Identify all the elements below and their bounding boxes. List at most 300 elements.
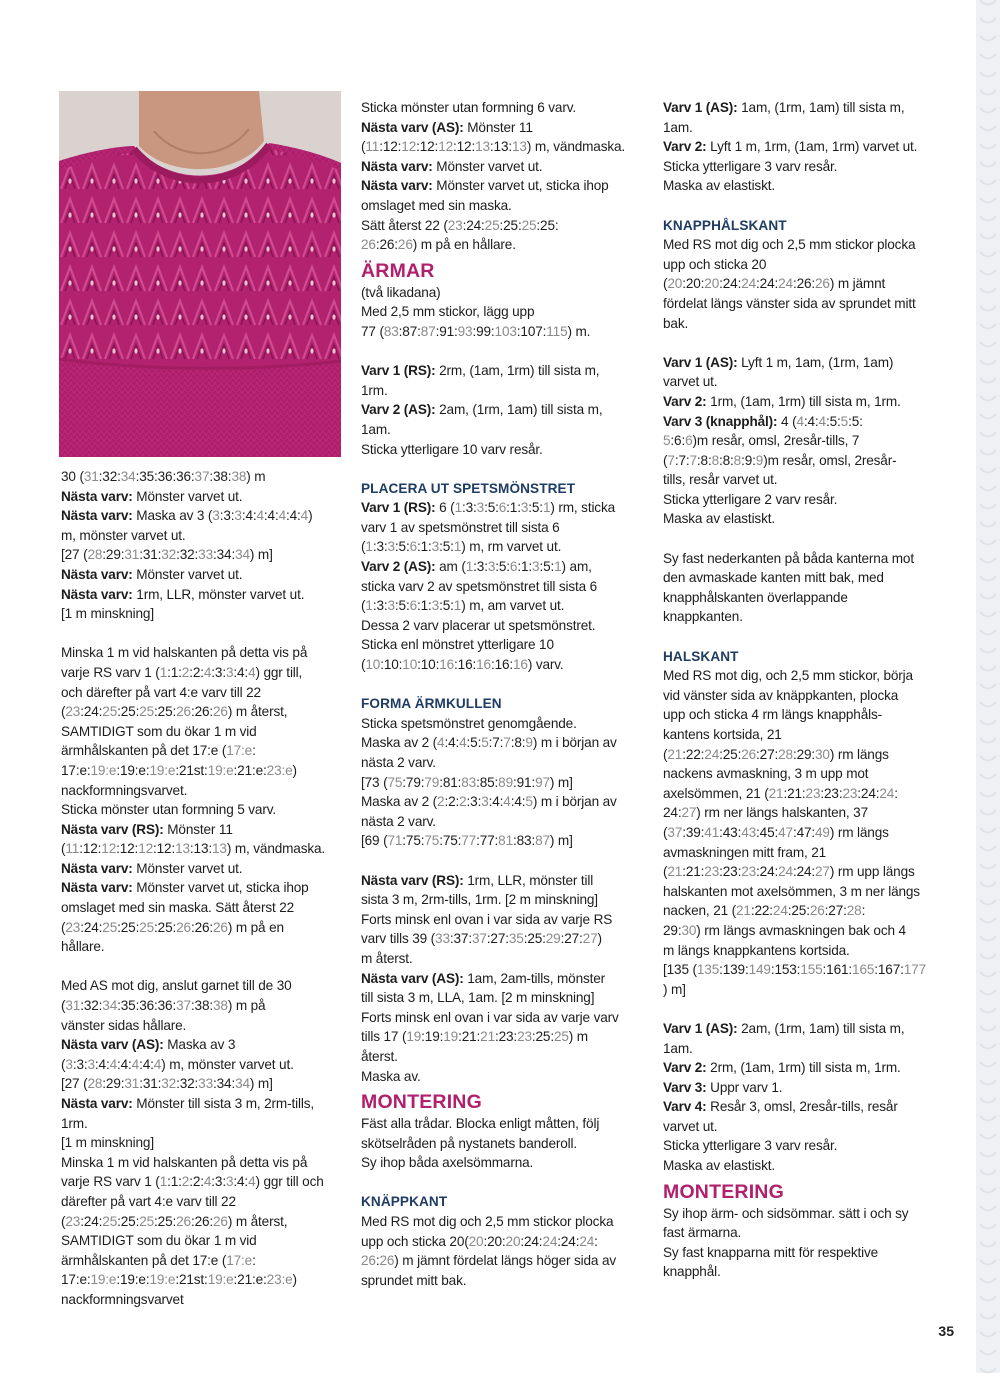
text-line	[61, 467, 343, 487]
braid-stitch	[980, 1350, 996, 1355]
text-line	[361, 1114, 647, 1134]
sweater-photo	[59, 91, 341, 457]
text-line	[361, 910, 647, 930]
size-value: 13	[212, 841, 227, 857]
text-segment: varv 1 av spetsmönstret till sista 6	[361, 519, 560, 535]
text-segment: :23:	[820, 785, 843, 801]
text-line	[61, 1212, 343, 1232]
text-segment: :1:	[417, 539, 432, 555]
size-value: 19:e	[207, 1272, 234, 1288]
text-segment: (	[61, 704, 66, 720]
size-value: 4	[248, 1174, 256, 1190]
text-segment: 77 (	[361, 323, 384, 339]
braid-stitch	[980, 972, 996, 977]
text-segment: Forts minsk enl ovan i var sida av varje varv	[361, 1009, 619, 1025]
text-segment: :23:	[494, 1029, 518, 1045]
size-value: 7	[689, 452, 697, 468]
size-value: 23	[65, 919, 81, 935]
text-segment: Mönster varvet ut.	[132, 488, 243, 504]
text-segment: 1am.	[663, 119, 693, 135]
text-line	[361, 871, 647, 891]
text-segment: :1:	[417, 598, 432, 614]
size-value: 29	[545, 931, 561, 947]
text-segment: hållare.	[61, 939, 105, 955]
size-value: 27	[815, 864, 830, 880]
paragraph-gap	[663, 999, 949, 1019]
text-segment: ) ggr till och	[255, 1174, 324, 1190]
size-value: 3	[532, 559, 540, 575]
size-value: 3	[387, 539, 395, 555]
text-segment: [1 m minskning]	[61, 1135, 154, 1151]
text-segment: :99:	[472, 323, 495, 339]
text-segment: :5:	[439, 598, 454, 614]
text-segment: :24:	[520, 1233, 543, 1249]
text-segment: :24:	[80, 1213, 103, 1229]
size-value: 25	[553, 1029, 569, 1045]
text-segment: ) m	[568, 1029, 588, 1045]
text-segment: Uppr varv 1.	[706, 1079, 783, 1095]
text-segment: :21st:	[175, 762, 208, 778]
text-line	[361, 714, 647, 734]
text-segment: Minska 1 m vid halskanten på detta vis på	[61, 645, 308, 661]
braid-stitch	[980, 252, 996, 257]
text-line	[361, 949, 647, 969]
text-segment: :3:	[372, 598, 388, 614]
size-value: 19:e	[90, 1272, 117, 1288]
text-segment: Forts minsk enl ovan i var sida av varje RS	[361, 911, 613, 927]
text-line	[61, 683, 343, 703]
text-segment: ) rm längs avmaskningen bak och 4	[696, 922, 906, 938]
size-value: 26	[213, 919, 228, 935]
text-segment: sprundet mitt bak.	[361, 1272, 467, 1288]
size-value: 4	[300, 508, 309, 524]
braid-stitch	[980, 846, 996, 851]
text-segment: knapphål.	[663, 1264, 721, 1280]
text-line	[61, 878, 343, 898]
text-line	[361, 235, 647, 255]
text-segment: halskanten mot axelsömmen, 3 m ner längs	[663, 883, 920, 899]
size-value: 32	[161, 547, 177, 563]
size-value: 26	[815, 276, 830, 292]
text-segment: :34:	[213, 1076, 236, 1092]
text-line	[61, 643, 343, 663]
text-segment: :5:	[439, 539, 454, 555]
text-segment: Med RS mot dig och 2,5 mm stickor plocka	[361, 1214, 614, 1230]
text-line	[663, 1097, 949, 1117]
text-segment: SAMTIDIGT som du ökar 1 m vid	[61, 1233, 257, 1249]
text-segment: :26:	[190, 919, 214, 935]
text-segment: varvet ut.	[663, 374, 718, 390]
braid-stitch	[980, 396, 996, 401]
text-segment: :35:36:36:	[135, 469, 195, 484]
text-segment: :1:	[517, 559, 533, 575]
text-line	[361, 283, 647, 303]
text-line	[361, 635, 647, 655]
size-value: 34	[120, 469, 136, 484]
text-segment: Sticka spetsmönstret genomgående.	[361, 715, 577, 731]
text-segment: :5:	[394, 539, 410, 555]
size-value: 25	[102, 704, 118, 720]
size-value: 4	[796, 413, 804, 429]
text-segment: [135 (	[663, 962, 697, 978]
text-line	[361, 137, 647, 157]
text-line	[361, 616, 647, 636]
braid-stitch	[980, 216, 996, 221]
text-segment: :13:	[189, 841, 212, 857]
size-value: 31	[124, 1076, 140, 1092]
text-segment: Sy ihop båda axelsömmarna.	[361, 1155, 534, 1171]
text-segment: ) m i början av	[532, 735, 617, 751]
size-value: 17:e	[226, 1252, 253, 1268]
text-line	[663, 118, 949, 138]
size-value: 26	[809, 903, 825, 919]
text-line	[663, 607, 949, 627]
size-value: 28	[87, 547, 103, 563]
text-segment: :	[861, 903, 866, 919]
text-line	[61, 800, 343, 820]
text-segment: ) varv.	[527, 657, 564, 673]
text-line	[663, 764, 949, 784]
text-segment: :8:	[719, 452, 734, 468]
text-line	[61, 1290, 343, 1310]
braid-stitch	[980, 1098, 996, 1103]
braid-stitch	[980, 1152, 996, 1157]
text-segment: (	[61, 841, 66, 857]
text-segment: (	[663, 452, 668, 468]
braid-stitch	[980, 126, 996, 131]
text-segment: Fäst alla trådar. Blocka enligt måtten, följ	[361, 1116, 600, 1132]
text-segment: :1:	[506, 500, 521, 516]
text-line	[61, 1133, 343, 1153]
text-segment: SAMTIDIGT som du ökar 1 m vid	[61, 723, 257, 739]
text-line	[663, 588, 949, 608]
text-line	[61, 526, 343, 546]
size-value: 1	[465, 559, 474, 575]
text-line	[361, 176, 647, 196]
braid-stitch	[980, 324, 996, 329]
text-line	[61, 604, 343, 624]
text-segment: :26:	[190, 704, 214, 720]
text-line	[61, 1172, 343, 1192]
text-segment: ) rm ner längs halskanten, 37	[696, 805, 868, 821]
text-segment: :5:	[825, 413, 841, 429]
text-segment: :12:	[116, 841, 139, 857]
text-segment: upp och sticka 4 rm längs knapphåls-	[663, 707, 883, 723]
text-segment: :161:	[822, 962, 853, 978]
text-line	[361, 655, 647, 675]
text-segment: )	[308, 508, 313, 524]
subsection-heading: FORMA ÄRMKULLEN	[361, 696, 502, 712]
size-value: 16	[513, 657, 528, 673]
size-value: 24	[772, 903, 788, 919]
text-line	[361, 753, 647, 773]
text-segment: :25:	[117, 1213, 140, 1229]
text-segment: Lyft 1 m, 1am, (1rm, 1am)	[737, 354, 894, 370]
text-segment: :5:	[528, 500, 543, 516]
text-segment: :21:e:	[233, 762, 267, 778]
text-line	[361, 440, 647, 460]
size-value: 33	[435, 931, 450, 947]
bold-label: Varv 2:	[663, 393, 707, 409]
bold-label: Varv 1 (AS):	[663, 354, 738, 370]
size-value: 24	[778, 864, 793, 880]
text-line	[361, 988, 647, 1008]
text-segment: :2:	[189, 1174, 204, 1190]
text-line	[361, 400, 647, 420]
bold-label: Nästa varv:	[61, 880, 133, 896]
text-segment: ) m]	[549, 774, 573, 790]
text-line	[663, 235, 949, 255]
text-segment: :24:	[719, 276, 742, 292]
subsection-heading: KNAPPHÅLSKANT	[663, 217, 787, 233]
text-line	[361, 1134, 647, 1154]
size-value: 23	[704, 864, 720, 880]
text-segment: m längs knappkantens kortsida.	[663, 942, 850, 958]
text-line	[663, 431, 949, 451]
text-line	[663, 1262, 949, 1282]
text-segment: bak.	[663, 315, 689, 331]
text-segment: 17:e:	[61, 762, 91, 778]
text-segment: :35:36:36:	[117, 998, 177, 1014]
text-line	[61, 937, 343, 957]
size-value: 3	[225, 1174, 234, 1190]
size-value: 24	[579, 1233, 595, 1249]
text-segment: fördelat längs vänster sida av sprundet mitt	[663, 295, 916, 311]
text-segment: :22:	[750, 903, 773, 919]
braid-stitch	[980, 1260, 996, 1265]
text-line	[361, 1232, 647, 1252]
braid-stitch	[980, 918, 996, 923]
subsection-heading: PLACERA UT SPETSMÖNSTRET	[361, 480, 576, 496]
braid-stitch	[980, 540, 996, 545]
braid-stitch	[980, 108, 996, 113]
text-line	[61, 918, 343, 938]
bold-label: Varv 4:	[663, 1099, 707, 1115]
size-value: 5	[663, 433, 671, 449]
text-segment: :27:	[756, 746, 779, 762]
text-segment: :19:	[421, 1029, 444, 1045]
text-segment: ) m, rm varvet ut.	[461, 539, 562, 555]
text-segment: :32:	[98, 469, 121, 484]
text-segment: nästa 2 varv.	[361, 755, 436, 770]
size-value: 24	[741, 276, 757, 292]
subsection-heading: KNÄPPKANT	[361, 1194, 448, 1210]
size-value: 3	[487, 559, 496, 575]
paragraph-gap	[361, 1173, 647, 1193]
text-line	[361, 537, 647, 557]
text-segment: Sy fast nederkanten på båda kanterna mot	[663, 550, 914, 566]
section-heading: MONTERING	[361, 1091, 482, 1114]
text-segment: Sticka mönster utan formning 6 varv.	[361, 100, 576, 115]
size-value: 25	[139, 704, 155, 720]
text-segment: ) m på	[227, 998, 266, 1014]
size-value: 21	[768, 785, 784, 801]
size-value: 34	[235, 547, 250, 563]
bold-label: Varv 2 (AS):	[361, 402, 436, 418]
text-segment: Maska av elastiskt.	[663, 511, 775, 527]
braid-stitch	[980, 936, 996, 941]
column-left	[61, 467, 343, 1310]
size-value: 24	[879, 785, 895, 801]
text-segment: ) m återst,	[227, 704, 288, 720]
text-segment: varje RS varv 1 (	[61, 664, 160, 680]
text-segment: :7:	[674, 452, 690, 468]
bold-label: Varv 3 (knapphål):	[663, 413, 778, 429]
size-value: 5	[525, 794, 533, 810]
text-segment: :43:	[719, 824, 742, 840]
text-line	[663, 1156, 949, 1176]
text-segment: :4:	[444, 735, 460, 751]
text-line	[663, 784, 949, 804]
size-value: 23:e	[266, 762, 293, 778]
text-segment: knapphålskanten överlappande	[663, 589, 848, 605]
size-value: 12	[401, 139, 417, 155]
text-segment: (	[61, 1056, 66, 1072]
text-segment: :21:e:	[233, 1272, 267, 1288]
size-value: 1	[554, 559, 562, 575]
text-line	[663, 568, 949, 588]
text-line	[61, 565, 343, 585]
size-value: 2	[181, 664, 190, 680]
column-right	[663, 98, 949, 1282]
text-segment: :16:	[454, 657, 477, 673]
text-segment: :25:	[531, 1029, 554, 1045]
size-value: 8	[711, 452, 719, 468]
text-segment: Mönster 11	[463, 119, 533, 135]
size-value: 28	[778, 746, 793, 762]
text-segment: :1:	[167, 664, 182, 680]
text-segment: Mönster varvet ut.	[132, 860, 243, 876]
braid-stitch	[980, 1296, 996, 1301]
text-segment: ) m.	[567, 323, 591, 339]
braid-stitch	[980, 90, 996, 95]
braid-stitch	[980, 486, 996, 491]
text-segment: :3:	[473, 559, 488, 575]
text-segment: Sy fast knapparna mitt för respektive	[663, 1244, 879, 1260]
text-line	[663, 941, 949, 961]
size-value: 26	[379, 1253, 395, 1269]
text-segment: :10:	[380, 657, 403, 673]
text-line	[663, 1019, 949, 1039]
text-segment: ) m på en	[227, 919, 284, 935]
text-segment: ) m, mönster varvet ut.	[161, 1056, 294, 1072]
text-line	[61, 781, 343, 801]
text-segment: :12:	[453, 139, 476, 155]
braid-stitch	[980, 666, 996, 671]
text-segment: :3:	[466, 794, 482, 810]
text-segment: :5:	[495, 559, 510, 575]
braid-stitch	[980, 756, 996, 761]
text-line	[361, 518, 647, 538]
braid-stitch	[980, 1242, 996, 1247]
size-value: 38	[213, 998, 228, 1014]
text-line	[61, 663, 343, 683]
text-segment: ) m]	[249, 547, 273, 563]
text-segment: :47:	[792, 824, 816, 840]
size-value: 23	[65, 704, 81, 720]
size-value: 3	[481, 794, 489, 810]
size-value: 1	[454, 500, 462, 516]
text-segment: ) m, vändmaska.	[526, 139, 626, 155]
text-line	[663, 745, 949, 765]
text-line	[663, 1039, 949, 1059]
text-segment: :29:	[102, 1076, 125, 1092]
text-segment: fast ärmarna.	[663, 1225, 742, 1241]
text-line	[663, 921, 949, 941]
text-segment: [73 (	[361, 774, 388, 790]
text-segment: nackens avmaskning, 3 m upp mot	[663, 766, 869, 782]
size-value: 71	[387, 833, 403, 849]
size-value: 21	[667, 864, 683, 880]
size-value: 4	[203, 664, 212, 680]
text-segment: Sätt återst 22 (	[361, 217, 448, 233]
text-segment: (	[61, 919, 66, 935]
text-segment: ) m jämnt fördelat längs höger sida av	[394, 1253, 617, 1269]
text-segment: :2:	[444, 794, 460, 810]
text-segment: till sista 3 m, LLA, 1am. [2 m minskning]	[361, 990, 595, 1006]
size-value: 25	[484, 217, 500, 233]
text-segment: Sy ihop ärm- och sidsömmar. sätt i och sy	[663, 1205, 909, 1221]
text-segment: 4 (	[777, 413, 797, 429]
size-value: 87	[420, 323, 436, 339]
paragraph-gap	[361, 675, 647, 695]
size-value: 6	[509, 559, 518, 575]
text-segment: 2rm, (1am, 1rm) till sista m, 1rm.	[706, 1060, 901, 1076]
text-segment: Mönster varvet ut.	[432, 158, 543, 174]
size-value: 24	[778, 276, 793, 292]
size-value: 21	[736, 903, 751, 919]
braid-stitch	[980, 1368, 996, 1373]
text-segment: :75:	[439, 833, 462, 849]
text-segment: :4:	[803, 413, 819, 429]
paragraph-gap	[663, 333, 949, 353]
text-segment: :3:	[372, 539, 388, 555]
size-value: 49	[815, 824, 830, 840]
size-value: 19:e	[149, 762, 176, 778]
bold-label: Varv 2:	[663, 1060, 707, 1076]
text-line	[663, 1204, 949, 1224]
text-segment: Mönster varvet ut, sticka ihop	[132, 880, 309, 896]
size-value: 43	[741, 824, 757, 840]
text-line	[663, 490, 949, 510]
braid-stitch	[980, 288, 996, 293]
size-value: 27	[582, 931, 598, 947]
braid-stitch	[980, 522, 996, 527]
text-line	[361, 577, 647, 597]
text-segment: :25:	[117, 704, 140, 720]
size-value: 19	[406, 1029, 422, 1045]
text-segment: (	[61, 998, 66, 1014]
bold-label: Varv 1 (RS):	[361, 363, 436, 379]
text-line	[61, 996, 343, 1016]
text-segment: ärmhålskanten på det 17:e (	[61, 1252, 227, 1268]
text-line	[663, 666, 949, 686]
size-value: 26	[397, 237, 413, 253]
text-line	[61, 1114, 343, 1134]
text-segment: :38:	[190, 998, 213, 1014]
size-value: 20	[704, 276, 720, 292]
text-segment: :31:	[139, 1076, 162, 1092]
size-value: 33	[198, 547, 213, 563]
braid-stitch	[980, 630, 996, 635]
text-segment: upp och sticka 20	[663, 256, 767, 272]
size-value: 7	[503, 735, 511, 751]
braid-pattern	[976, 0, 1000, 1373]
braid-stitch	[980, 1314, 996, 1319]
text-segment: :32:	[176, 1076, 199, 1092]
text-line	[663, 451, 949, 471]
size-value: 1	[542, 500, 551, 516]
